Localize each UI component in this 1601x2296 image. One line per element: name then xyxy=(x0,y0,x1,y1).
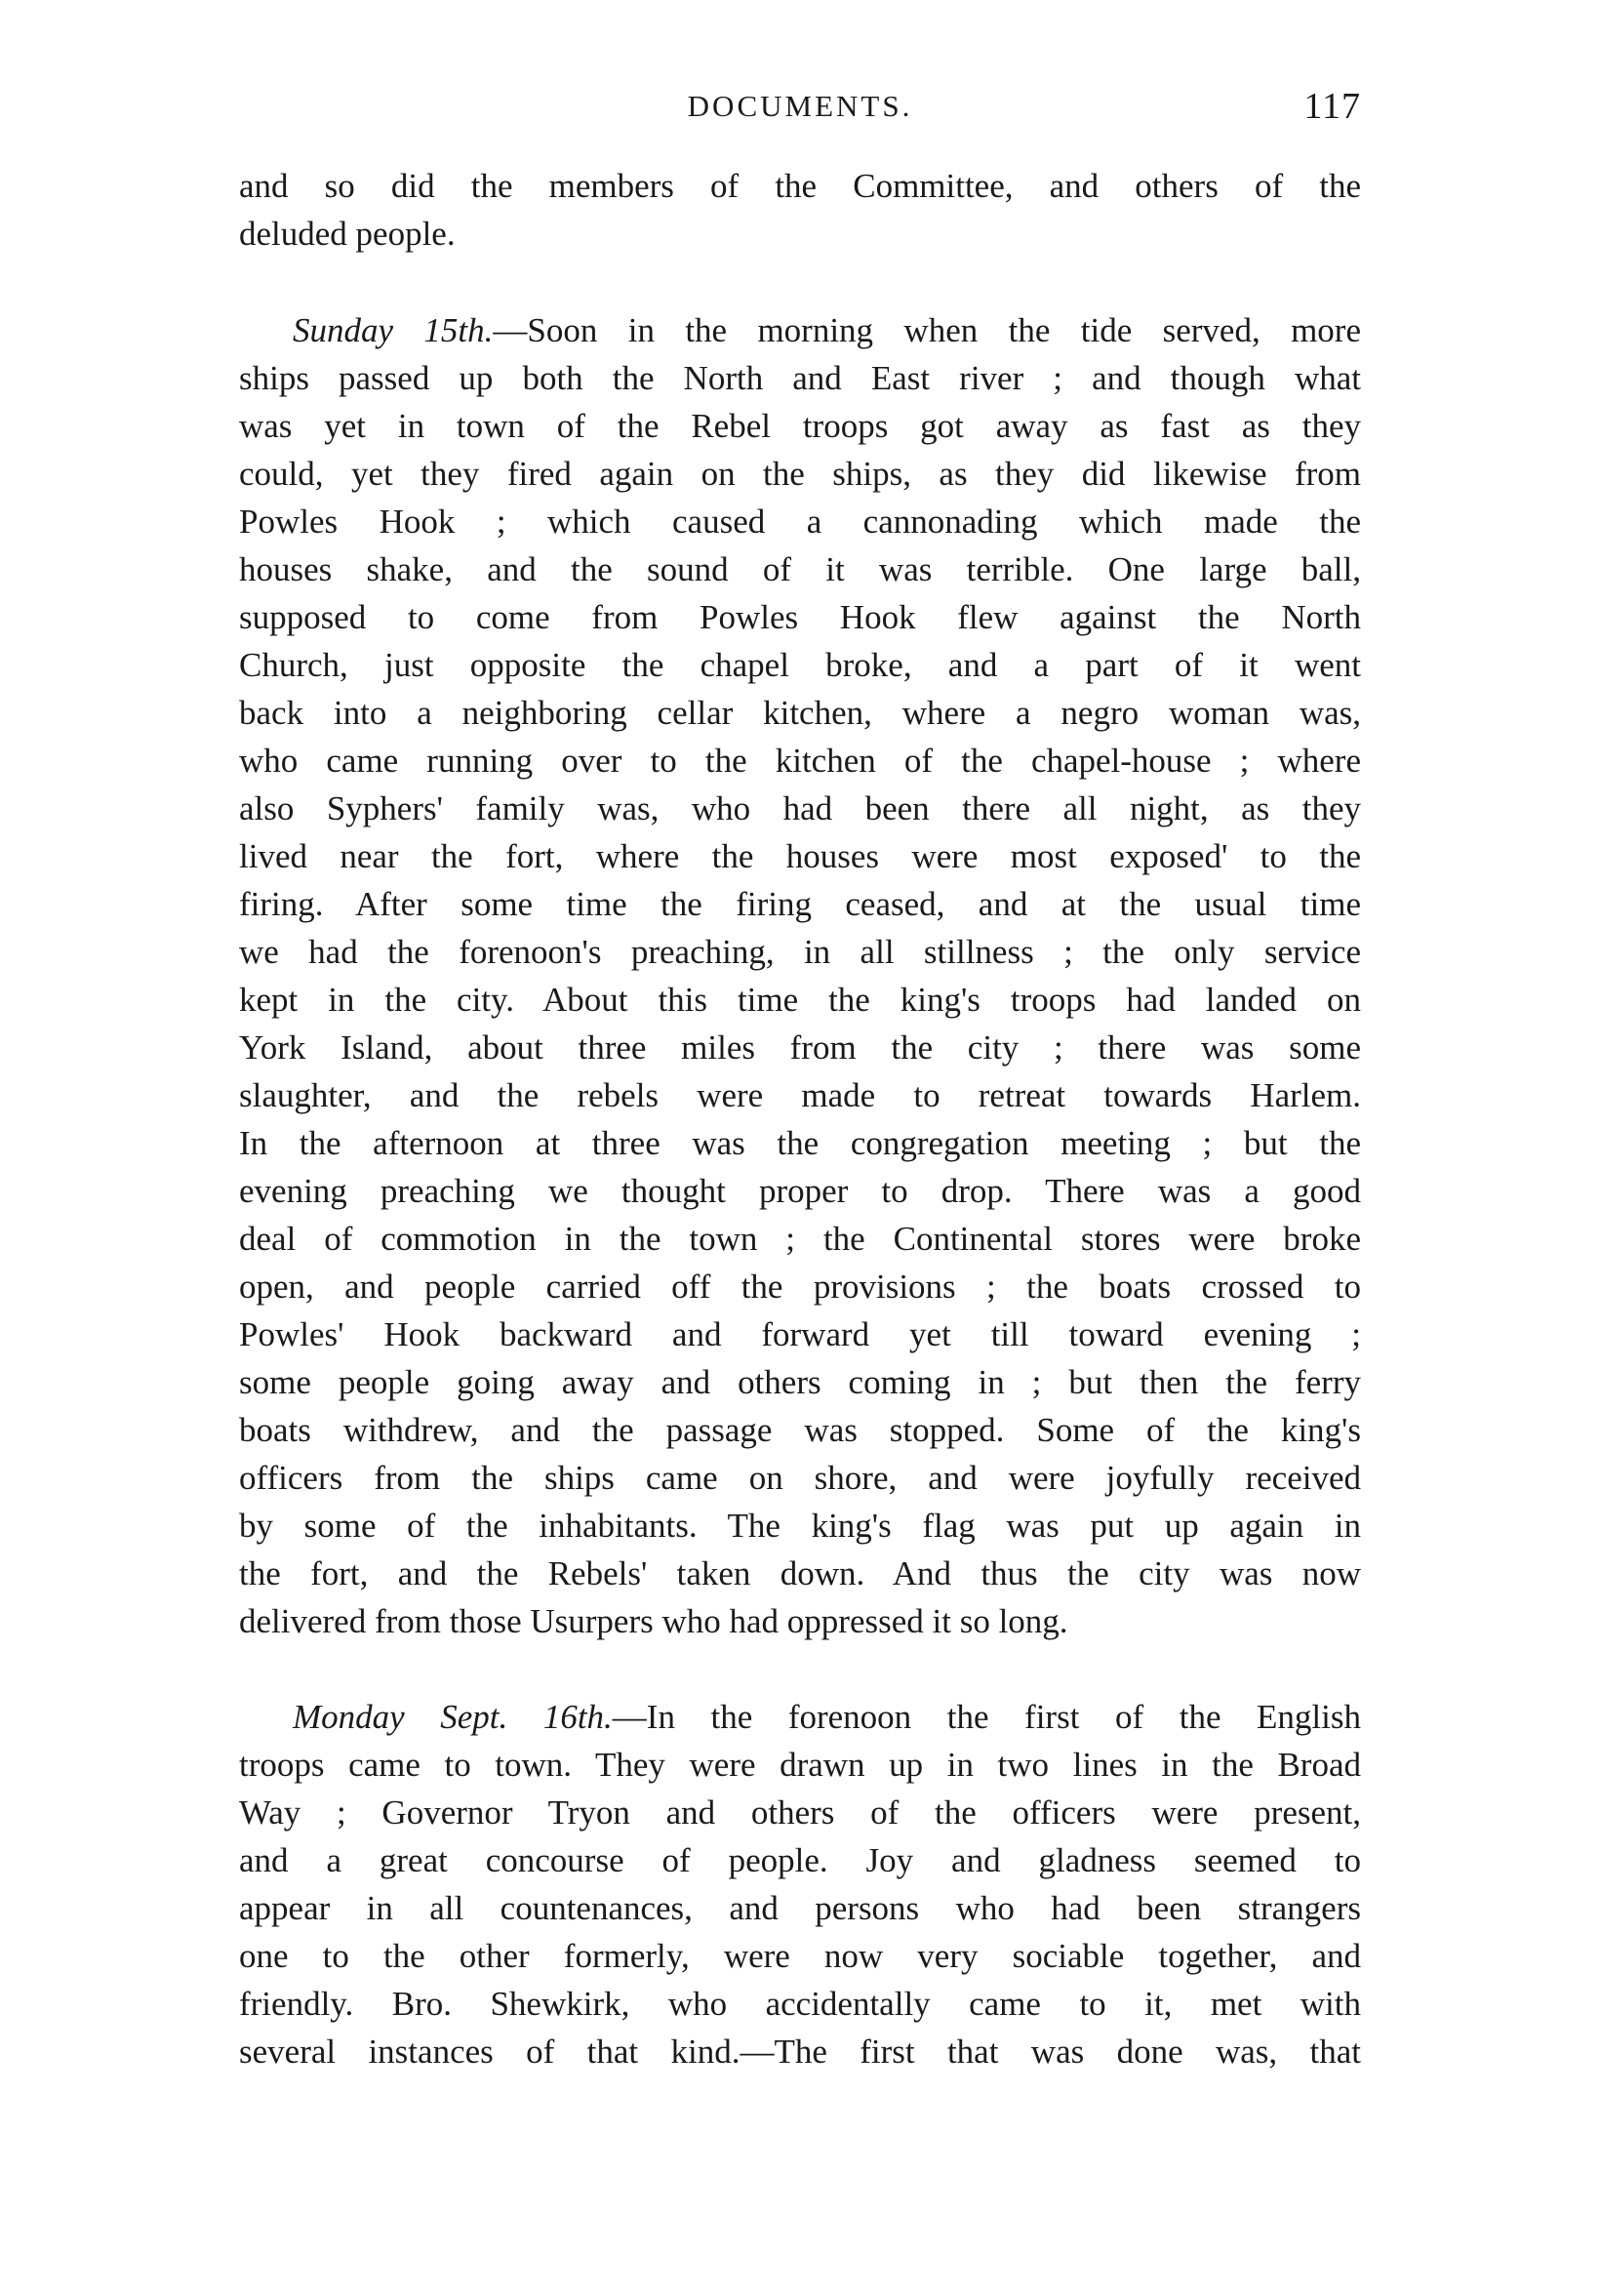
text-line: evening preaching we thought proper to drop. There was a good xyxy=(239,1172,1361,1210)
text-line: appear in all countenances, and persons who had been strangers xyxy=(239,1889,1361,1927)
text-line: delivered from those Usurpers who had oppressed it so long. xyxy=(239,1602,1068,1640)
paragraph xyxy=(239,162,1361,258)
text-line: Powles Hook ; which caused a cannonading which made the xyxy=(239,503,1361,541)
text-line: kept in the city. About this time the king's troops had landed on xyxy=(239,981,1361,1019)
text-line: troops came to town. They were drawn up in two lines in the Broad xyxy=(239,1746,1361,1784)
text-line: ships passed up both the North and East river ; and though what xyxy=(239,359,1361,397)
text-line: officers from the ships came on shore, and were joyfully received xyxy=(239,1459,1361,1497)
page-number: 117 xyxy=(1303,86,1361,127)
text-line: slaughter, and the rebels were made to retreat towards Harlem. xyxy=(239,1076,1361,1114)
running-head xyxy=(239,82,1361,131)
text-line: was yet in town of the Rebel troops got away as fast as they xyxy=(239,407,1361,445)
text-line-content: —In the forenoon the first of the English xyxy=(612,1698,1361,1736)
text-line: open, and people carried off the provisions ; the boats crossed to xyxy=(239,1268,1361,1306)
text-line: friendly. Bro. Shewkirk, who accidentally came to it, met with xyxy=(239,1985,1361,2023)
text-line: and a great concourse of people. Joy and gladness seemed to xyxy=(239,1841,1361,1879)
text-line: and so did the members of the Committee, and others of the xyxy=(239,167,1361,205)
text-line: houses shake, and the sound of it was terrible. One large ball, xyxy=(239,550,1361,588)
body-text xyxy=(239,162,1361,2075)
entry-date-label: Monday Sept. 16th. xyxy=(293,1698,613,1736)
text-line: by some of the inhabitants. The king's flag was put up again in xyxy=(239,1507,1361,1545)
entry-date-label: Sunday 15th. xyxy=(293,311,494,349)
text-line-content: —Soon in the morning when the tide served, more xyxy=(493,311,1361,349)
paragraph xyxy=(239,306,1361,1645)
text-line: firing. After some time the firing ceased, and at the usual time xyxy=(239,885,1361,923)
paragraph xyxy=(239,1693,1361,2075)
text-line: deluded people. xyxy=(239,215,456,253)
paragraph-spacer xyxy=(239,1645,1361,1693)
text-line: back into a neighboring cellar kitchen, where a negro woman was, xyxy=(239,694,1361,732)
text-line: In the afternoon at three was the congregation meeting ; but the xyxy=(239,1124,1361,1162)
text-line: the fort, and the Rebels' taken down. And thus the city was now xyxy=(239,1554,1361,1592)
text-line: supposed to come from Powles Hook flew against the North xyxy=(239,598,1361,636)
text-line xyxy=(239,306,1361,354)
text-line: some people going away and others coming in ; but then the ferry xyxy=(239,1363,1361,1401)
text-line: one to the other formerly, were now very sociable together, and xyxy=(239,1937,1361,1975)
text-line: Way ; Governor Tryon and others of the officers were present, xyxy=(239,1793,1361,1832)
text-line: boats withdrew, and the passage was stopped. Some of the king's xyxy=(239,1411,1361,1449)
text-line: also Syphers' family was, who had been there all night, as they xyxy=(239,789,1361,827)
text-line: Church, just opposite the chapel broke, and a part of it went xyxy=(239,646,1361,684)
text-line: who came running over to the kitchen of the chapel-house ; where xyxy=(239,742,1361,780)
text-line: could, yet they fired again on the ships, as they did likewise from xyxy=(239,455,1361,493)
text-line: several instances of that kind.—The first that was done was, that xyxy=(239,2033,1361,2071)
text-line: deal of commotion in the town ; the Continental stores were broke xyxy=(239,1220,1361,1258)
text-line: lived near the fort, where the houses were most exposed' to the xyxy=(239,837,1361,875)
text-line: York Island, about three miles from the city ; there was some xyxy=(239,1028,1361,1067)
text-line: Powles' Hook backward and forward yet till toward evening ; xyxy=(239,1315,1361,1353)
text-line xyxy=(239,1693,1361,1741)
text-line: we had the forenoon's preaching, in all stillness ; the only service xyxy=(239,933,1361,971)
paragraph-spacer xyxy=(239,258,1361,306)
running-head-title: DOCUMENTS. xyxy=(687,89,913,123)
